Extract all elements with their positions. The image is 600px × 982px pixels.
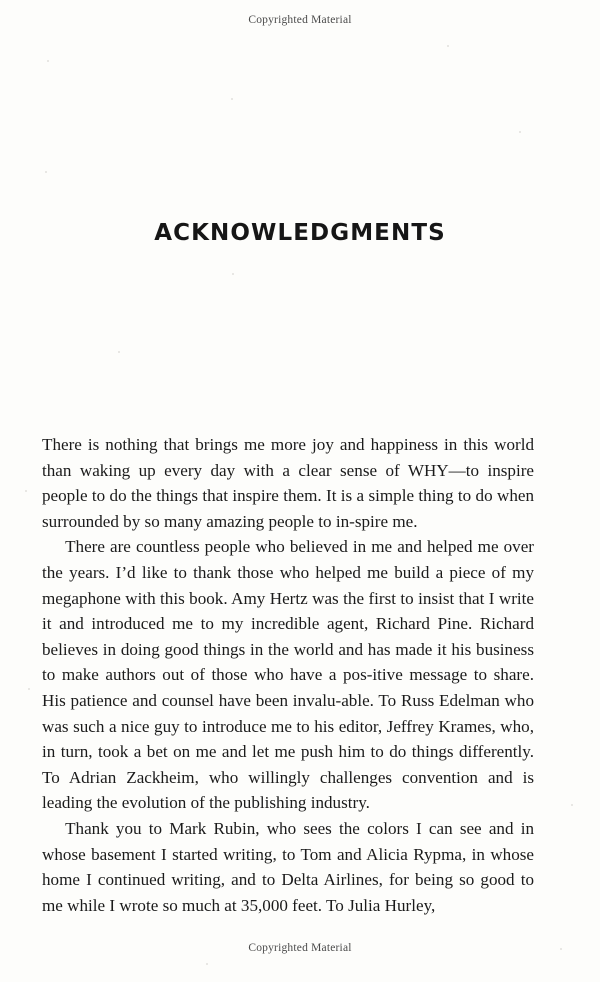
paper-speck xyxy=(45,171,47,173)
copyright-watermark-bottom: Copyrighted Material xyxy=(248,942,352,954)
page-title: ACKNOWLEDGMENTS xyxy=(154,220,446,247)
paragraph: There are countless people who believed in me and helped me over the years. I’d like to thank those who helped me build a piece of my megaphone with this book. Amy Hertz was the first to insist that I write it and introduced me to my incredible agent, Richard Pine. Richard believes in doing good things in the world and has made it his business to make authors out of those who have a pos-itive message to share. His patience and counsel have been invalu-able. To Russ Edelman who was such a nice guy to introduce me to his editor, Jeffrey Krames, who, in turn, took a bet on me and let me push him to do things differently. To Adrian Zackheim, who willingly challenges convention and is leading the evolution of the publishing industry. xyxy=(42,537,534,813)
paper-speck xyxy=(231,98,233,100)
paragraph: There is nothing that brings me more joy and happiness in this world than waking up every day with a clear sense of WHY—to inspire people to do the things that inspire them. It is a simple thing to do when surrounded by so many amazing people to in-spire me. xyxy=(42,435,534,531)
paper-speck xyxy=(232,273,234,275)
copyright-watermark-top: Copyrighted Material xyxy=(248,14,352,26)
paper-speck xyxy=(571,804,573,806)
paper-speck xyxy=(560,948,562,950)
paper-speck xyxy=(47,60,49,62)
paper-speck xyxy=(519,131,521,133)
paper-speck xyxy=(118,351,120,353)
paper-speck xyxy=(206,963,208,965)
paper-speck xyxy=(25,490,27,492)
paper-speck xyxy=(447,45,449,47)
paper-speck xyxy=(28,688,30,690)
paragraph: Thank you to Mark Rubin, who sees the colors I can see and in whose basement I started writing, to Tom and Alicia Rypma, in whose home I continued writing, and to Delta Airlines, for being so good to me while I wrote so much at 35,000 feet. To Julia Hurley, xyxy=(42,818,534,915)
body-text xyxy=(42,432,534,918)
